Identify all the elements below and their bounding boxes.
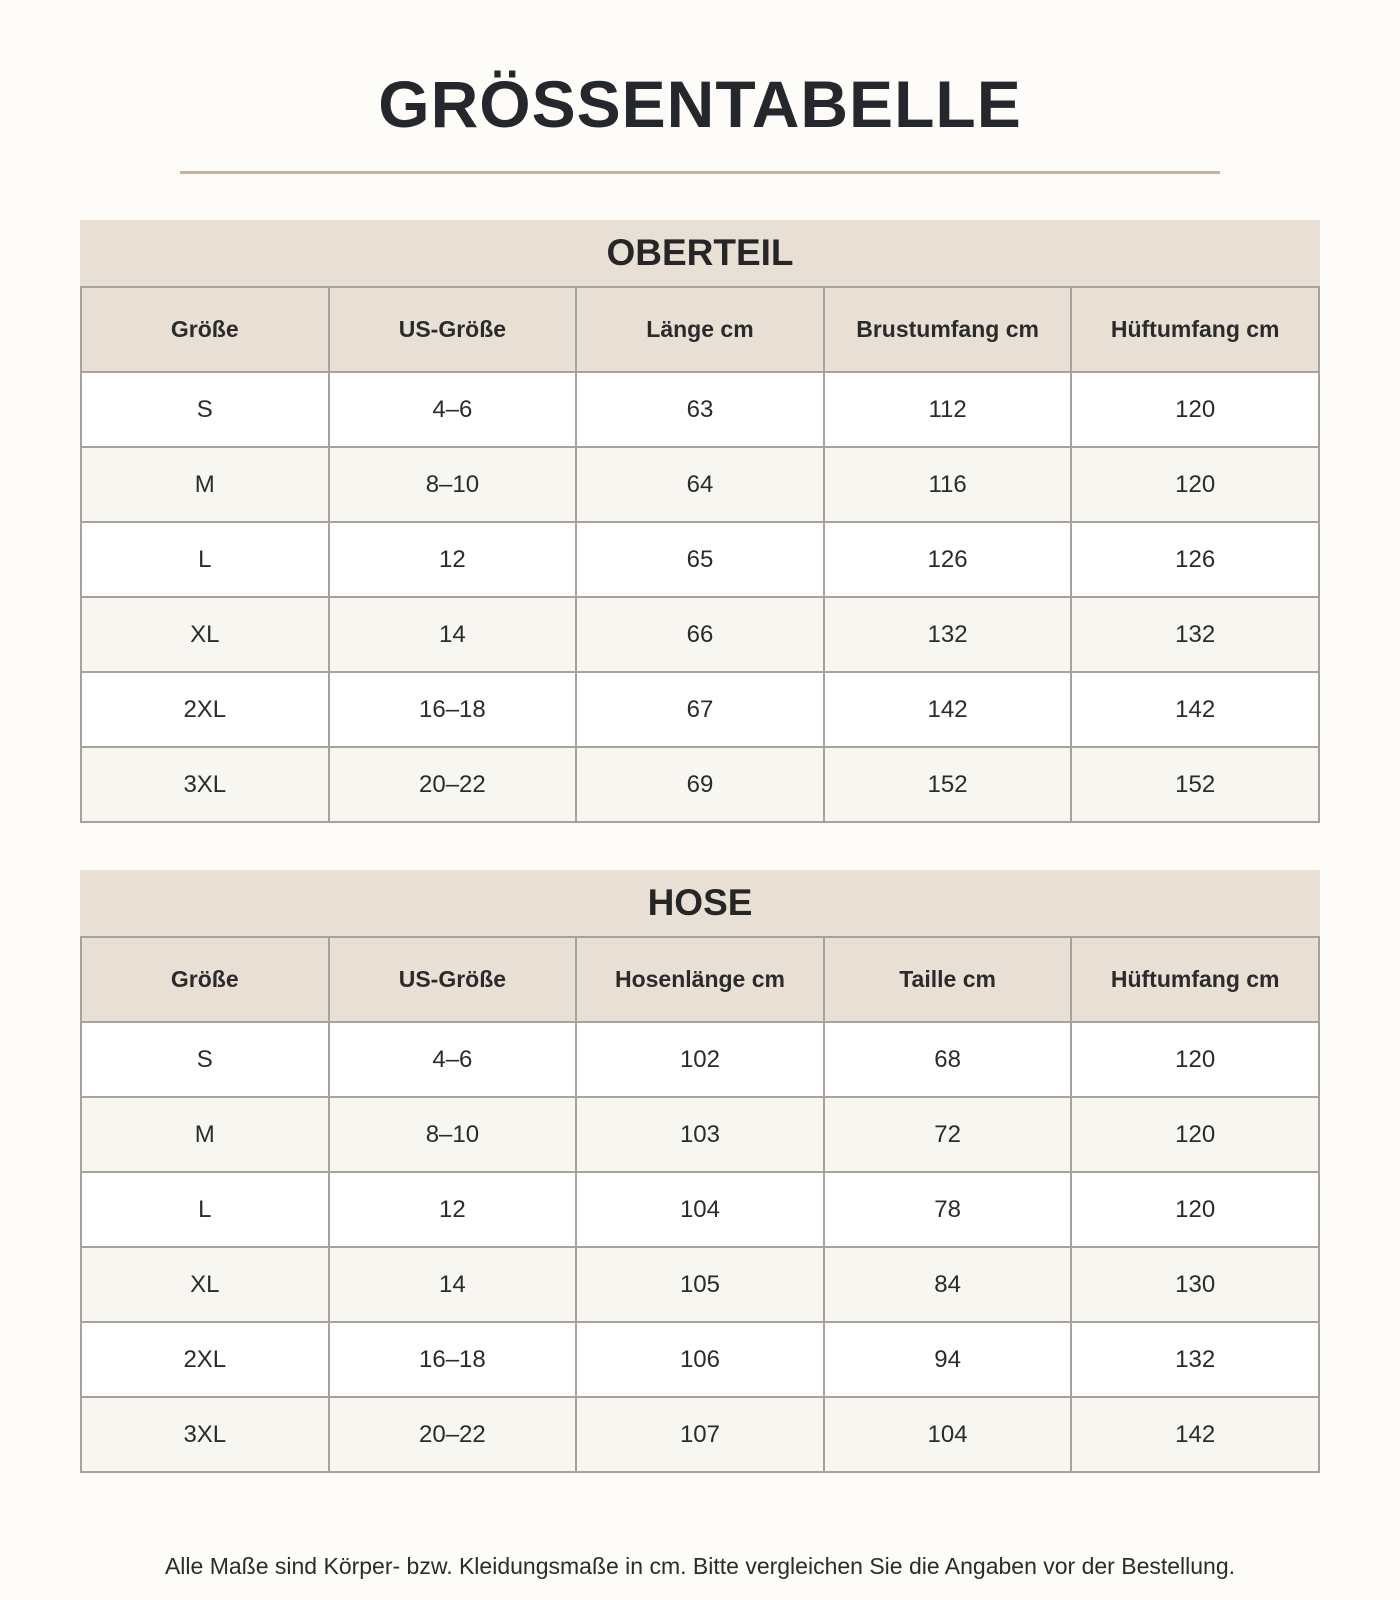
table-cell: S (81, 1022, 329, 1097)
column-header: Hosenlänge cm (576, 937, 824, 1022)
table-cell: 84 (824, 1247, 1072, 1322)
table-cell: 72 (824, 1097, 1072, 1172)
table-cell: 142 (1071, 672, 1319, 747)
table-cell: 120 (1071, 1172, 1319, 1247)
table-cell: 14 (329, 597, 577, 672)
table-cell: M (81, 447, 329, 522)
table-cell: 67 (576, 672, 824, 747)
table-cell: 94 (824, 1322, 1072, 1397)
table-row (81, 1172, 1319, 1247)
table-cell: 64 (576, 447, 824, 522)
table-row (81, 522, 1319, 597)
table-cell: 78 (824, 1172, 1072, 1247)
column-header: Größe (81, 287, 329, 372)
table-cell: 132 (824, 597, 1072, 672)
table-cell: 14 (329, 1247, 577, 1322)
table-cell: 105 (576, 1247, 824, 1322)
page-title: GRÖSSENTABELLE (378, 67, 1022, 141)
column-header: Taille cm (824, 937, 1072, 1022)
oberteil-section (80, 220, 1320, 823)
table-cell: 112 (824, 372, 1072, 447)
table-header-row (81, 287, 1319, 372)
table-header-row (81, 937, 1319, 1022)
table-cell: 66 (576, 597, 824, 672)
table-cell: 142 (824, 672, 1072, 747)
table-cell: 132 (1071, 1322, 1319, 1397)
hose-title: HOSE (80, 870, 1320, 936)
table-cell: 63 (576, 372, 824, 447)
table-cell: 20–22 (329, 747, 577, 822)
table-cell: 126 (824, 522, 1072, 597)
column-header: Brustumfang cm (824, 287, 1072, 372)
table-cell: 152 (1071, 747, 1319, 822)
table-cell: 130 (1071, 1247, 1319, 1322)
table-cell: 3XL (81, 747, 329, 822)
table-row (81, 597, 1319, 672)
table-cell: 65 (576, 522, 824, 597)
table-cell: 16–18 (329, 672, 577, 747)
column-header: Größe (81, 937, 329, 1022)
table-row (81, 1247, 1319, 1322)
table-cell: 4–6 (329, 1022, 577, 1097)
table-row (81, 1322, 1319, 1397)
table-cell: M (81, 1097, 329, 1172)
table-cell: 120 (1071, 1022, 1319, 1097)
table-cell: 120 (1071, 372, 1319, 447)
table-cell: 103 (576, 1097, 824, 1172)
title-divider (180, 171, 1220, 174)
hose-section (80, 870, 1320, 1473)
table-cell: 3XL (81, 1397, 329, 1472)
table-cell: 8–10 (329, 1097, 577, 1172)
table-cell: 8–10 (329, 447, 577, 522)
table-cell: 2XL (81, 672, 329, 747)
footnote: Alle Maße sind Körper- bzw. Kleidungsmaße in cm. Bitte vergleichen Sie die Angaben vor der Bestellung. (164, 1553, 1236, 1579)
column-header: Hüftumfang cm (1071, 287, 1319, 372)
table-cell: S (81, 372, 329, 447)
table-row (81, 747, 1319, 822)
hose-table (80, 936, 1320, 1473)
column-header: US-Größe (329, 937, 577, 1022)
table-cell: 20–22 (329, 1397, 577, 1472)
oberteil-table (80, 286, 1320, 823)
table-row (81, 1022, 1319, 1097)
table-cell: 104 (824, 1397, 1072, 1472)
table-cell: 132 (1071, 597, 1319, 672)
column-header: US-Größe (329, 287, 577, 372)
table-cell: 107 (576, 1397, 824, 1472)
column-header: Länge cm (576, 287, 824, 372)
table-cell: 69 (576, 747, 824, 822)
table-cell: L (81, 522, 329, 597)
table-cell: 102 (576, 1022, 824, 1097)
table-cell: 106 (576, 1322, 824, 1397)
table-cell: 16–18 (329, 1322, 577, 1397)
table-row (81, 1397, 1319, 1472)
table-cell: 68 (824, 1022, 1072, 1097)
table-cell: L (81, 1172, 329, 1247)
table-cell: 120 (1071, 447, 1319, 522)
table-cell: 12 (329, 1172, 577, 1247)
table-cell: 142 (1071, 1397, 1319, 1472)
table-cell: 12 (329, 522, 577, 597)
table-cell: 116 (824, 447, 1072, 522)
table-cell: 120 (1071, 1097, 1319, 1172)
table-cell: 126 (1071, 522, 1319, 597)
oberteil-title: OBERTEIL (80, 220, 1320, 286)
table-row (81, 672, 1319, 747)
table-cell: 4–6 (329, 372, 577, 447)
table-row (81, 1097, 1319, 1172)
table-row (81, 447, 1319, 522)
table-cell: 104 (576, 1172, 824, 1247)
table-cell: XL (81, 597, 329, 672)
column-header: Hüftumfang cm (1071, 937, 1319, 1022)
table-cell: 2XL (81, 1322, 329, 1397)
table-cell: XL (81, 1247, 329, 1322)
table-cell: 152 (824, 747, 1072, 822)
table-row (81, 372, 1319, 447)
